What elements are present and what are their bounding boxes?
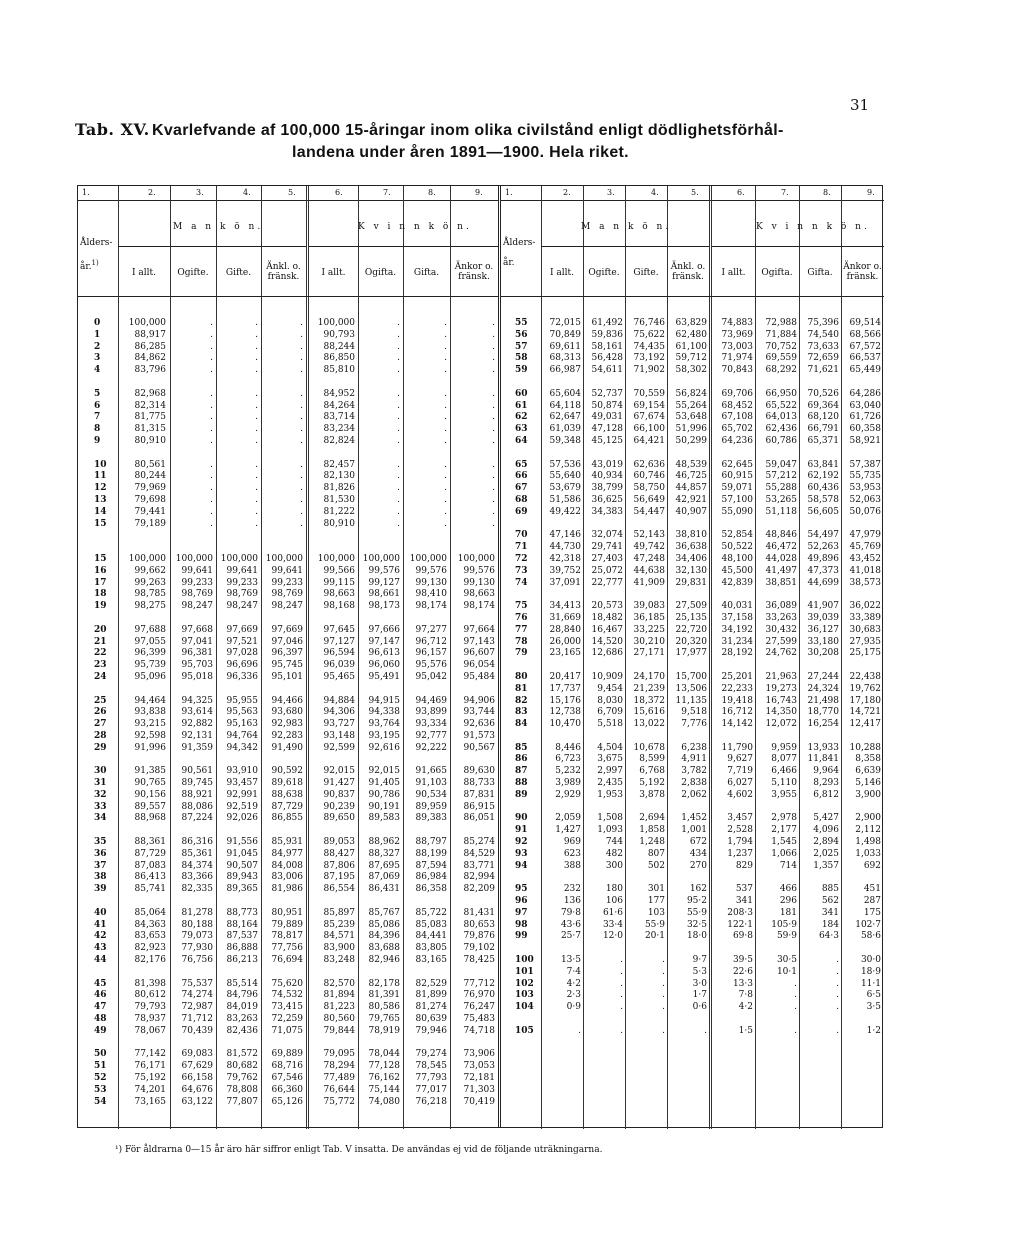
header-ankor: Änkor o. fränsk. — [454, 262, 494, 282]
col-female-total: 100,000 90,793 88,244 86,850 85,810 84,952 84,264 83,714 83,234 82,824 82,457 82,130 81,826 81,530 81,222 80,910 100,000 99,566 99,115 98,663 98,168 97,645 97,127 96,594 96,039 95,465 94,884 94,306 93,727 93,148 92,599 92,015 91,427 90,837 90,239 89,650 89,053 88,427 87,806 87,195 86,554 85,897 85,239 84,571 83,900 83,248 82,570 81,894 81,223 80,560 79,844 79,095 78,294 77,489 76,644 75,772 — [317, 318, 355, 1107]
col-male-married-r: 76,746 75,622 74,435 73,192 71,902 70,559 69,154 67,674 66,100 64,421 62,636 60,746 58,750 56,649 54,447 52,143 49,742 47,248 44,638 41,909 39,083 36,185 33,225 30,210 27,171 24,170 21,239 18,372 15,616 13,022 10,678 8,599 6,768 5,192 3,878 2,694 1,858 1,248 807 502 301 177 103 55·9 20·1 . . . . . . — [633, 318, 665, 1036]
col-male-married: . . . . . . . . . . . . . . . . 100,000 99,641 99,233 98,769 98,247 97,669 97,521 97,028 96,696 96,336 95,955 95,563 95,163 94,764 94,342 93,910 93,457 92,991 92,519 92,026 91,556 91,045 90,507 89,943 89,365 88,773 88,164 87,537 86,888 86,213 85,514 84,796 84,019 83,263 82,436 81,572 80,682 79,762 78,808 77,807 — [220, 318, 258, 1107]
colnum: 5. — [691, 188, 699, 197]
female-header-right: K v i n n k ö n. — [756, 222, 870, 232]
age-column-right: 55 56 57 58 59 60 61 62 63 64 65 66 67 68 69 70 71 72 73 74 75 76 77 78 79 80 81 82 83 84 85 86 87 88 89 90 91 92 93 94 95 96 97 98 99 100 101 102 103 104 105 — [515, 318, 534, 1036]
colnum: 8. — [823, 188, 831, 197]
colnum: 4. — [243, 188, 251, 197]
col-male-total-r: 72,015 70,849 69,611 68,313 66,987 65,604 64,118 62,647 61,039 59,348 57,536 55,640 53,679 51,586 49,422 47,146 44,730 42,318 39,752 37,091 34,413 31,669 28,840 26,000 23,165 20,417 17,737 15,176 12,738 10,470 8,446 6,723 5,232 3,989 2,929 2,059 1,427 969 623 388 232 136 79·8 43·6 25·7 13·5 7·4 4·2 2·3 0·9 . — [549, 318, 581, 1036]
header-ogifta-r: Ogifta. — [761, 268, 793, 278]
age-header: Ålders- år.$^{1)}$ — [80, 238, 113, 272]
colnum: 3. — [196, 188, 204, 197]
col-female-total-r: 74,883 73,969 73,003 71,974 70,843 69,706 68,452 67,108 65,702 64,236 62,645 60,915 59,071 57,100 55,090 52,854 50,522 48,100 45,500 42,839 40,031 37,158 34,192 31,234 28,192 25,201 22,233 19,418 16,712 14,142 11,790 9,627 7,719 6,027 4,602 3,457 2,528 1,794 1,237 829 537 341 208·3 122·1 69·8 39·5 22·6 13·3 7·8 4·2 1·5 — [721, 318, 753, 1036]
header-ogifta: Ogifta. — [364, 268, 397, 278]
colnum: 9. — [867, 188, 875, 197]
header-gifte: Gifte. — [225, 268, 252, 278]
table-label: Tab. XV. — [75, 120, 150, 139]
footnote: ¹) För åldrarna 0—15 år äro här siffror enligt Tab. V insatta. De användas ej vid de följande uträkningarna. — [115, 1145, 603, 1155]
colnum: 3. — [607, 188, 615, 197]
table-left-half — [78, 186, 501, 1127]
header-ogifte-r: Ogifte. — [588, 268, 620, 278]
col-male-widowed: . . . . . . . . . . . . . . . . 100,000 99,641 99,233 98,769 98,247 97,669 97,046 96,397 95,745 95,101 94,466 93,680 92,983 92,283 91,490 90,592 89,618 88,638 87,729 86,855 85,931 84,977 84,008 83,006 81,986 80,951 79,889 78,817 77,756 76,694 75,620 74,532 73,415 72,259 71,075 69,889 68,716 67,546 66,360 65,126 — [265, 318, 303, 1107]
female-header: K v i n n k ö n. — [358, 222, 472, 232]
colnum: 2. — [563, 188, 571, 197]
header-gifte-r: Gifte. — [633, 268, 659, 278]
col-male-unmarried: . . . . . . . . . . . . . . . . 100,000 99,641 99,233 98,769 98,247 97,668 97,041 96,381 95,703 95,018 94,325 93,614 92,882 92,131 91,359 90,561 89,745 88,921 88,086 87,224 86,316 85,361 84,374 83,366 82,335 81,278 80,188 79,073 77,930 76,756 75,537 74,274 72,987 71,712 70,439 69,083 67,629 66,158 64,676 63,122 — [175, 318, 213, 1107]
age-column-left: 0 1 2 3 4 5 6 7 8 9 10 11 12 13 14 15 15 16 17 18 19 20 21 22 23 24 25 26 27 28 29 30 31 32 33 34 35 36 37 38 39 40 41 42 43 44 45 46 47 48 49 50 51 52 53 54 — [94, 318, 107, 1107]
colnum: 4. — [651, 188, 659, 197]
colnum: 2. — [148, 188, 156, 197]
col-male-unmarried-r: 61,492 59,836 58,161 56,428 54,611 52,737 50,874 49,031 47,128 45,125 43,019 40,934 38,799 36,625 34,383 32,074 29,741 27,403 25,072 22,777 20,573 18,482 16,467 14,520 12,686 10,909 9,454 8,030 6,709 5,518 4,504 3,675 2,997 2,435 1,953 1,508 1,093 744 482 300 180 106 61·6 33·4 12·0 . . . . . . — [591, 318, 623, 1036]
header-i-allt: I allt. — [131, 268, 157, 278]
header-ankl: Änkl. o. fränsk. — [266, 262, 301, 282]
colnum: 9. — [475, 188, 483, 197]
male-header: M a n k ö n. — [173, 222, 264, 232]
survival-table — [77, 185, 883, 1128]
col-female-widowed-r: 69,514 68,566 67,572 66,537 65,449 64,286 63,040 61,726 60,358 58,921 57,387 55,735 53,953 52,063 50,076 47,979 45,769 43,452 41,018 38,573 36,022 33,389 30,683 27,935 25,175 22,438 19,762 17,180 14,721 12,417 10,288 8,358 6,639 5,146 3,900 2,900 2,112 1,498 1,033 692 451 287 175 102·7 58·6 30·0 18·9 11·1 6·5 3·5 1·2 — [849, 318, 881, 1036]
colnum: 8. — [428, 188, 436, 197]
col-female-widowed: . . . . . . . . . . . . . . . . 100,000 99,576 99,130 98,663 98,174 97,664 97,143 96,607 96,054 95,484 94,906 93,744 92,636 91,573 90,567 89,630 88,733 87,831 86,915 86,051 85,274 84,529 83,771 82,994 82,209 81,431 80,653 79,876 79,102 78,425 77,712 76,970 76,247 75,483 74,718 73,906 73,053 72,181 71,303 70,419 — [457, 318, 495, 1107]
page-number: 31 — [850, 96, 870, 114]
colnum: 7. — [781, 188, 789, 197]
col-male-widowed-r: 63,829 62,480 61,100 59,712 58,302 56,824 55,264 53,648 51,996 50,299 48,539 46,725 44,857 42,921 40,907 38,810 36,638 34,406 32,130 29,831 27,509 25,135 22,720 20,320 17,977 15,700 13,506 11,135 9,518 7,776 6,238 4,911 3,782 2,838 2,062 1,452 1,001 672 434 270 162 95·2 55·9 32·5 18·0 9·7 5·3 3·0 1·7 0·6 . — [675, 318, 707, 1036]
colnum: 6. — [335, 188, 343, 197]
colnum: 1. — [505, 188, 513, 197]
age-header-right: Ålders- år. — [503, 238, 536, 268]
col-female-married-r: 75,396 74,540 73,633 72,659 71,621 70,526 69,364 68,120 66,791 65,371 63,841 62,192 60,436 58,578 56,605 54,497 52,263 49,896 47,373 44,699 41,907 39,039 36,127 33,180 30,208 27,244 24,324 21,498 18,770 16,254 13,933 11,841 9,964 8,293 6,812 5,427 4,096 2,894 2,025 1,357 885 562 341 184 64·3 . . . . . . — [807, 318, 839, 1036]
column-numbers-right — [501, 186, 884, 201]
title-line-1: Kvarlefvande af 100,000 15-åringar inom olika civilstånd enligt dödlighetsförhål- — [152, 122, 784, 139]
header-gifta: Gifta. — [413, 268, 440, 278]
col-female-unmarried: . . . . . . . . . . . . . . . . 100,000 99,576 99,127 98,661 98,173 97,666 97,147 96,613 96,060 95,491 94,915 94,338 93,764 93,195 92,616 92,015 91,405 90,786 90,191 89,583 88,962 88,327 87,695 87,069 86,431 85,767 85,086 84,396 83,688 82,946 82,178 81,391 80,586 79,765 78,919 78,044 77,128 76,162 75,144 74,080 — [362, 318, 400, 1107]
table-title — [75, 120, 955, 164]
col-female-unmarried-r: 72,988 71,884 70,752 69,559 68,292 66,950 65,522 64,013 62,436 60,786 59,047 57,212 55,288 53,265 51,118 48,846 46,472 44,028 41,497 38,851 36,089 33,263 30,432 27,599 24,762 21,963 19,273 16,743 14,350 12,072 9,959 8,077 6,466 5,110 3,955 2,978 2,177 1,545 1,066 714 466 296 181 105·9 59·9 30·5 10·1 . . . . — [765, 318, 797, 1036]
table-right-half — [501, 186, 884, 1127]
header-ankl-r: Änkl. o. fränsk. — [670, 262, 706, 282]
header-i-allt-r: I allt. — [549, 268, 575, 278]
colnum: 7. — [383, 188, 391, 197]
header-i-allt-f: I allt. — [321, 268, 346, 278]
title-line-2: landena under åren 1891—1900. Hela riket. — [292, 144, 629, 161]
header-gifta-r: Gifta. — [807, 268, 833, 278]
colnum: 6. — [737, 188, 745, 197]
colnum: 1. — [82, 188, 90, 197]
male-header-right: M a n k ö n. — [581, 222, 672, 232]
header-i-allt-fr: I allt. — [721, 268, 746, 278]
header-ogifte: Ogifte. — [177, 268, 209, 278]
colnum: 5. — [288, 188, 296, 197]
title-text — [152, 120, 784, 164]
col-male-total: 100,000 88,917 86,285 84,862 83,796 82,968 82,314 81,775 81,315 80,910 80,561 80,244 79,969 79,698 79,441 79,189 100,000 99,662 99,263 98,785 98,275 97,688 97,055 96,399 95,739 95,096 94,464 93,838 93,215 92,598 91,996 91,385 90,765 90,156 89,557 88,968 88,361 87,729 87,083 86,413 85,741 85,064 84,363 83,653 82,923 82,176 81,398 80,612 79,793 78,937 78,067 77,142 76,171 75,192 74,201 73,165 — [128, 318, 166, 1107]
col-female-married: . . . . . . . . . . . . . . . . 100,000 99,576 99,130 98,410 98,174 97,277 96,712 96,157 95,576 95,042 94,469 93,899 93,334 92,777 92,222 91,665 91,103 90,534 89,959 89,383 88,797 88,199 87,594 86,984 86,358 85,722 85,083 84,441 83,805 83,165 82,529 81,899 81,274 80,639 79,946 79,274 78,545 77,793 77,017 76,218 — [409, 318, 447, 1107]
column-numbers-left — [78, 186, 498, 201]
header-ankor-r: Änkor o. fränsk. — [843, 262, 882, 282]
